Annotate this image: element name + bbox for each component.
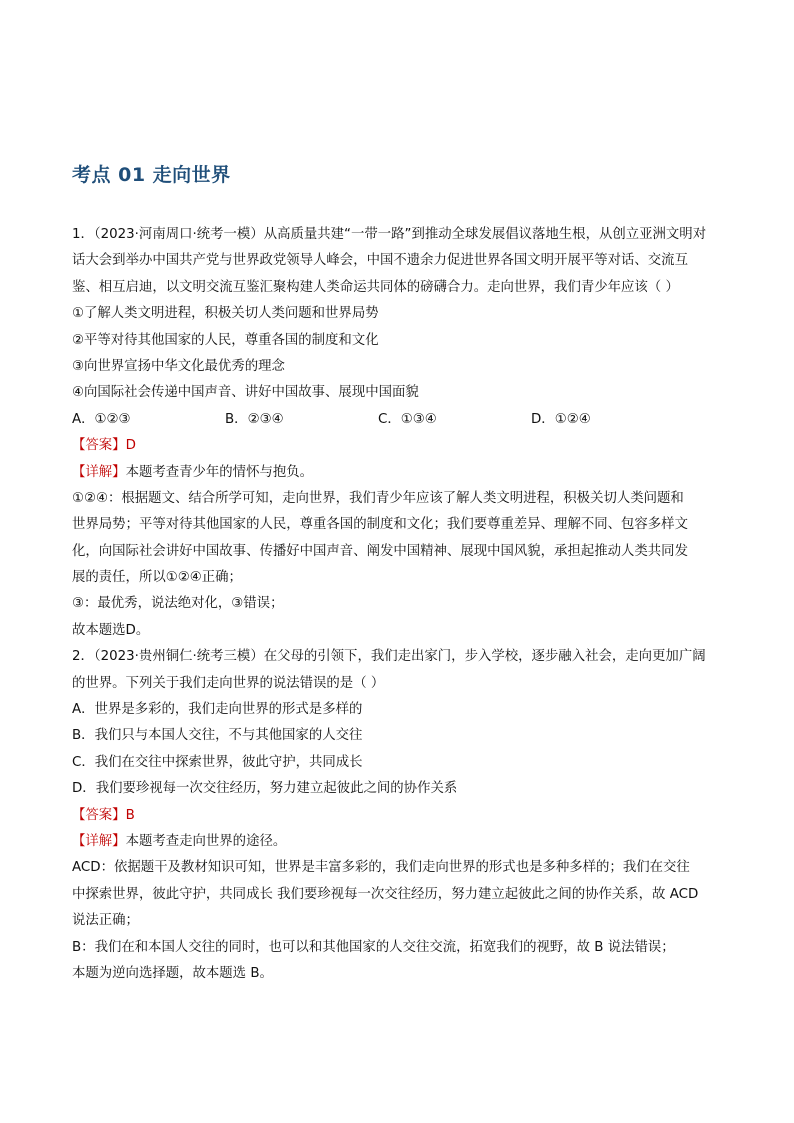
q2-stem-line-1: 2．（2023·贵州铜仁·统考三模）在父母的引领下，我们走出家门，步入学校，逐步融入社会，走向更加广阔: [72, 649, 706, 665]
q2-option-b: B．我们只与本国人交往，不与其他国家的人交往: [72, 728, 363, 744]
q2-answer-label: 【答案】: [72, 807, 126, 823]
q2-analysis-line-2: 中探索世界，彼此守护，共同成长 我们要珍视每一次交往经历，努力建立起彼此之间的协作关系，故 ACD: [72, 886, 699, 902]
section-title: 考点 01 走向世界: [72, 164, 231, 186]
q2-detail-text: 本题考查走向世界的途径。: [125, 833, 287, 849]
question-content: [72, 222, 722, 987]
q1-stem-line-1: 1．（2023·河南周口·统考一模）从高质量共建“一带一路”到推动全球发展倡议落地生根，从创立亚洲文明对: [72, 227, 707, 242]
q1-option-d: D．①②④: [531, 411, 591, 427]
q2-option-a: A．世界是多彩的，我们走向世界的形式是多样的: [72, 702, 363, 718]
q1-statement-1: ①了解人类文明进程，积极关切人类问题和世界局势: [72, 306, 379, 322]
q1-answer-value: D: [125, 438, 136, 454]
q1-options: [72, 407, 722, 433]
q1-answer-label: 【答案】: [72, 438, 126, 454]
q1-analysis-line-1: ①②④：根据题文、结合所学可知，走向世界，我们青少年应该了解人类文明进程，积极关切人类问题和: [72, 490, 684, 506]
q1-detail: [72, 460, 722, 486]
q1-stem-line-3: 鉴、相互启迪，以文明交流互鉴汇聚构建人类命运共同体的磅礴合力。走向世界，我们青少年应该（ ）: [72, 279, 679, 295]
q1-analysis-line-6: 故本题选D。: [72, 622, 150, 638]
q1-option-c: C．①③④: [378, 411, 437, 427]
q1-detail-text: 本题考查青少年的情怀与抱负。: [125, 464, 314, 480]
q1-analysis-line-5: ③：最优秀，说法绝对化，③错误；: [72, 596, 284, 612]
q1-statement-2: ②平等对待其他国家的人民，尊重各国的制度和文化: [72, 332, 379, 348]
q2-option-c: C．我们在交往中探索世界，彼此守护，共同成长: [72, 754, 363, 770]
q1-option-b: B．②③④: [225, 411, 284, 427]
q1-option-a: A．①②③: [72, 411, 131, 427]
q2-analysis-line-1: ACD：依据题干及教材知识可知，世界是丰富多彩的，我们走向世界的形式也是多种多样的；我们在交往: [72, 860, 690, 876]
q1-statement-4: ④向国际社会传递中国声音、讲好中国故事、展现中国面貌: [72, 385, 419, 401]
q1-stem-line-2: 话大会到举办中国共产党与世界政党领导人峰会，中国不遗余力促进世界各国文明开展平等对话、交流互: [72, 253, 688, 269]
q2-detail: [72, 829, 722, 855]
q2-analysis-line-5: 本题为逆向选择题，故本题选 B。: [72, 965, 273, 981]
q2-option-d: D．我们要珍视每一次交往经历，努力建立起彼此之间的协作关系: [72, 781, 458, 797]
q1-analysis-line-4: 展的责任，所以①②④正确；: [72, 570, 242, 586]
q2-detail-label: 【详解】: [72, 833, 126, 849]
q1-analysis-line-3: 化，向国际社会讲好中国故事、传播好中国声音、阐发中国精神、展现中国风貌，承担起推动人类共同发: [72, 543, 688, 559]
q1-detail-label: 【详解】: [72, 464, 126, 480]
q2-analysis-line-3: 说法正确；: [72, 913, 139, 929]
q1-answer: [72, 433, 722, 459]
q2-answer: [72, 803, 722, 829]
q2-stem-line-2: 的世界。下列关于我们走向世界的说法错误的是（ ）: [72, 675, 385, 691]
q2-analysis-line-4: B：我们在和本国人交往的同时，也可以和其他国家的人交往交流，拓宽我们的视野，故 B 说法错误；: [72, 939, 675, 955]
q1-statement-3: ③向世界宣扬中华文化最优秀的理念: [72, 358, 285, 374]
q2-answer-value: B: [125, 807, 135, 823]
q1-analysis-line-2: 世界局势；平等对待其他国家的人民，尊重各国的制度和文化；我们要尊重差异、理解不同、包容多样文: [72, 517, 688, 533]
